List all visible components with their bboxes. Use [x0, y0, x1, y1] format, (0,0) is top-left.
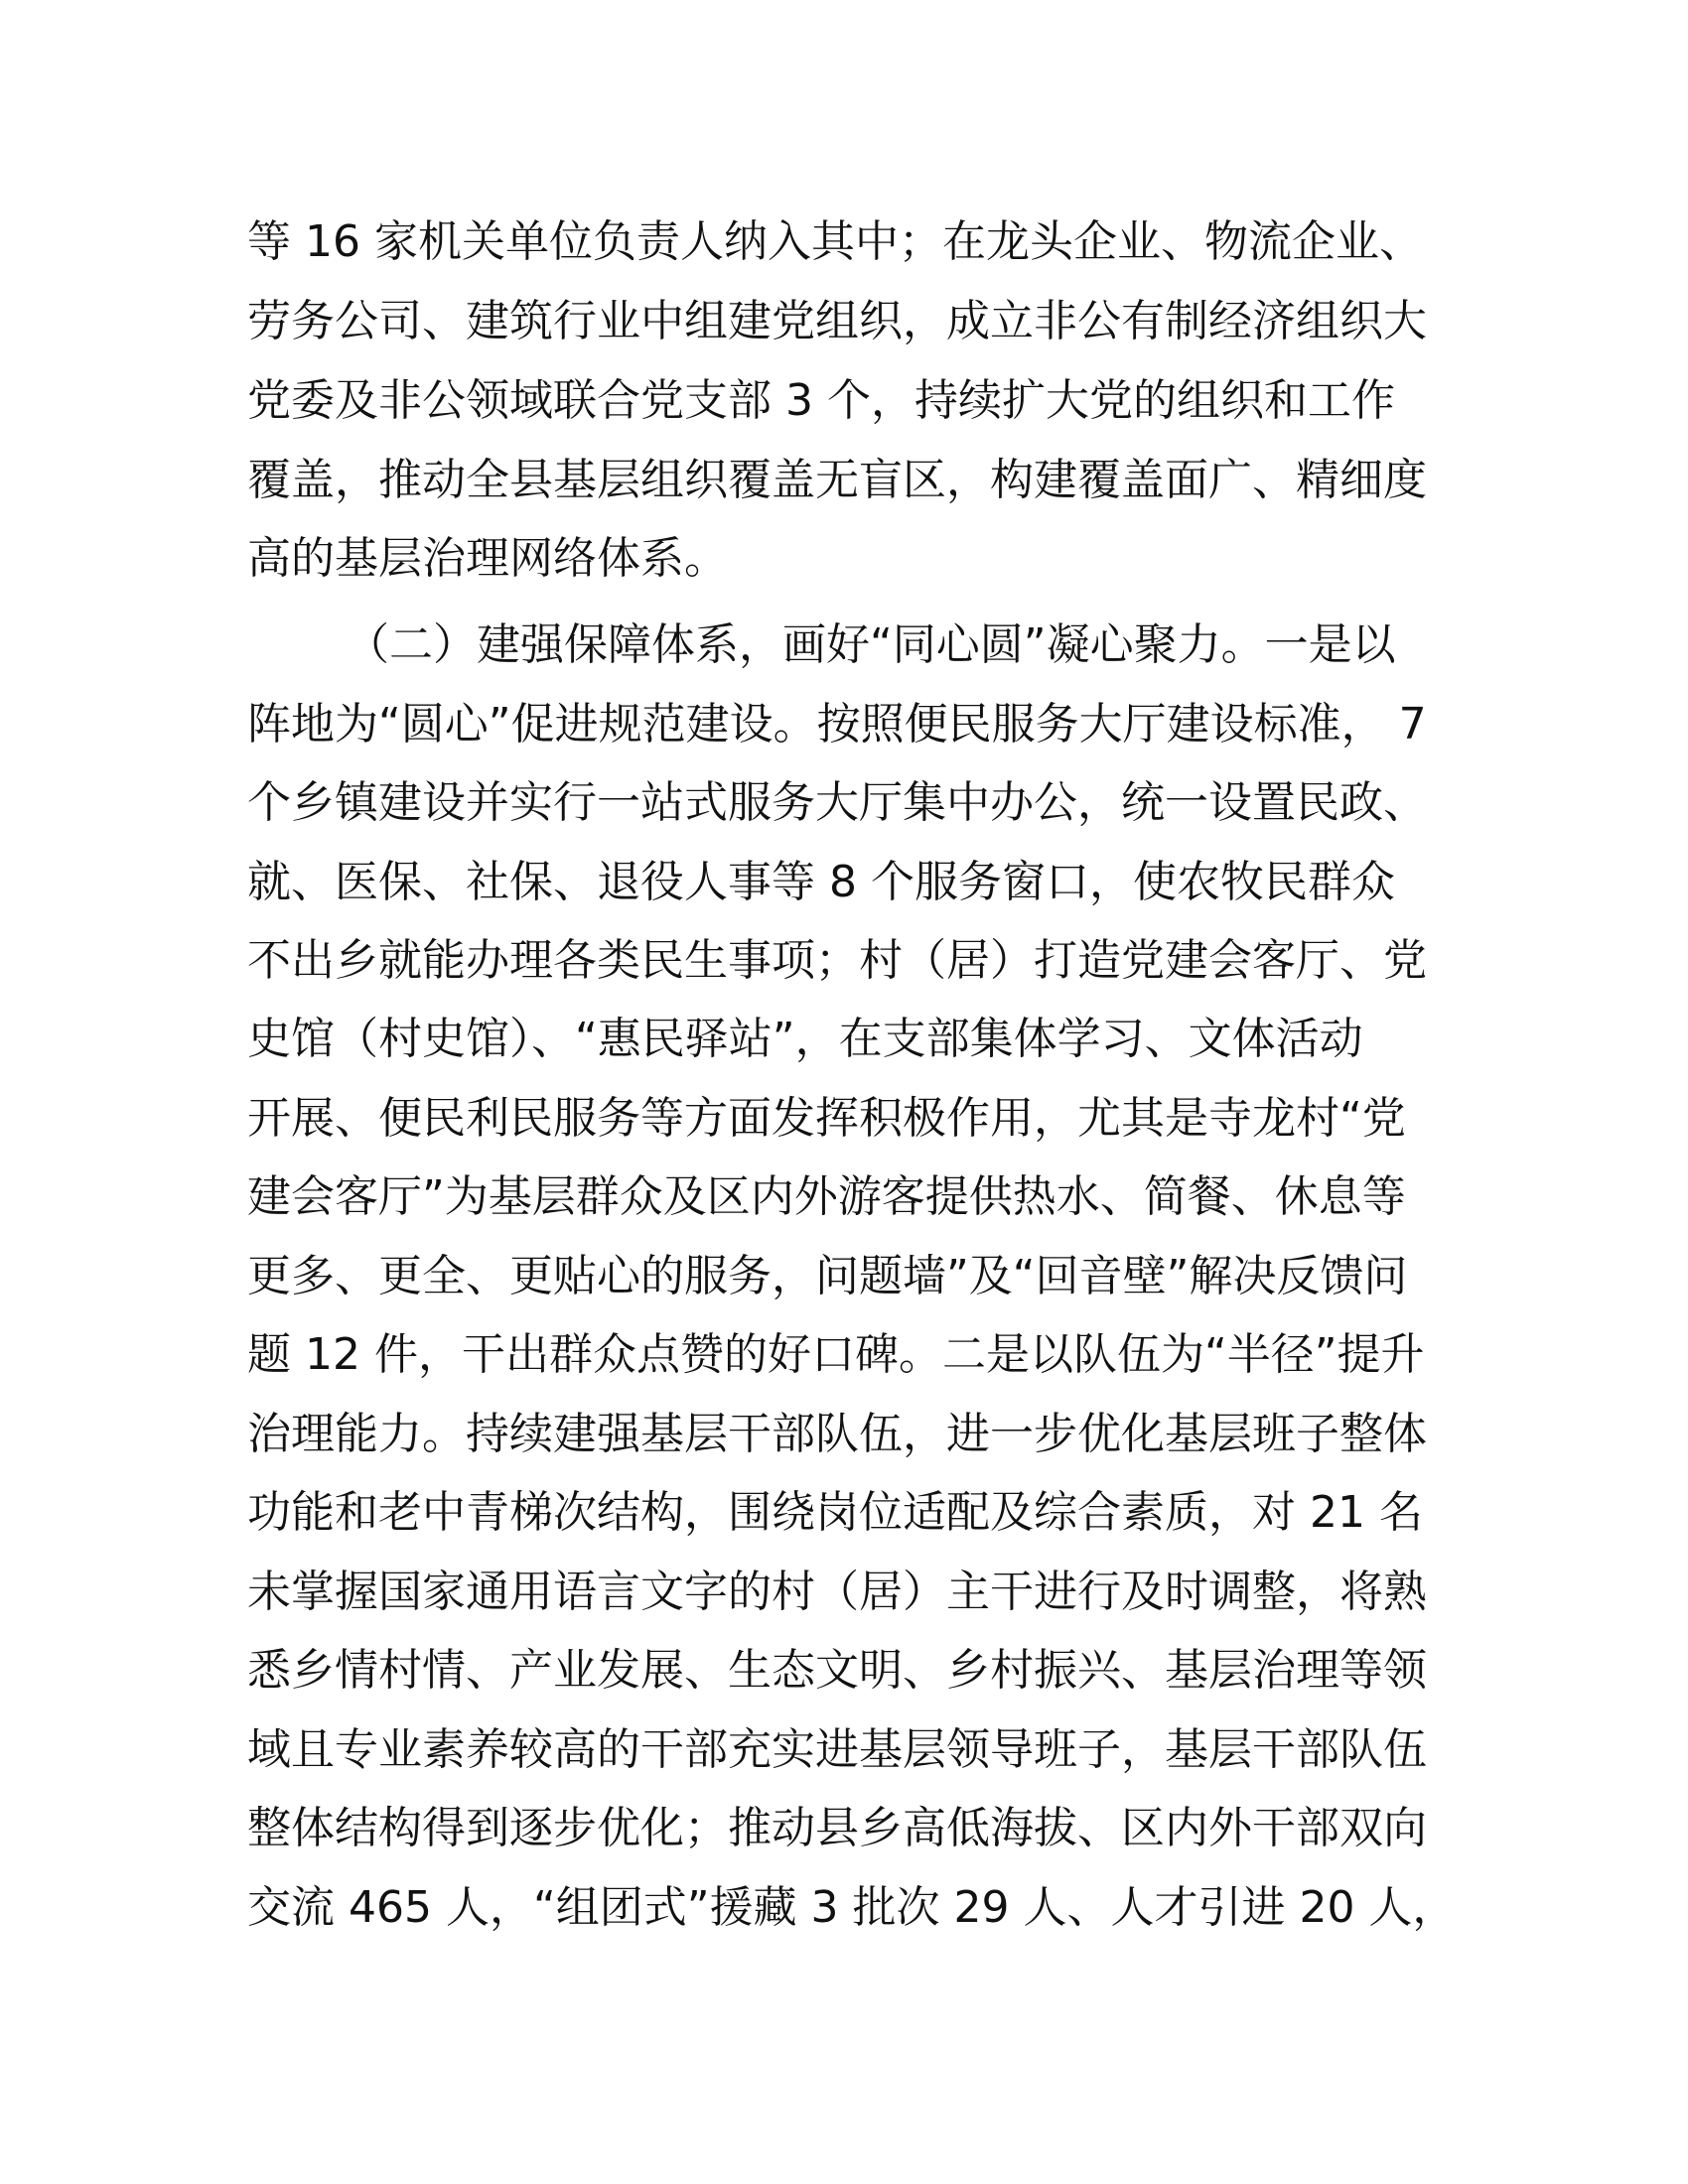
text-line: 高的基层治理网络体系。: [247, 533, 728, 584]
text-line: 劳务公司、建筑行业中组建党组织，成立非公有制经济组织大: [247, 296, 1427, 346]
section-heading-line: （二）建强保障体系，画好“同心圆”凝心聚力。一是以: [346, 619, 1396, 670]
text-line: 未掌握国家通用语言文字的村（居）主干进行及时调整，将熟: [247, 1567, 1427, 1617]
text-line: 交流 465 人，“组团式”援藏 3 批次 29 人、人才引进 20 人，: [247, 1882, 1457, 1933]
text-line: 整体结构得到逐步优化；推动县乡高低海拔、区内外干部双向: [247, 1803, 1427, 1853]
text-line: 就、医保、社保、退役人事等 8 个服务窗口，使农牧民群众: [247, 857, 1395, 907]
text-line: 阵地为“圆心”促进规范建设。按照便民服务大厅建设标准， 7: [247, 699, 1427, 750]
text-line: 等 16 家机关单位负责人纳入其中；在龙头企业、物流企业、: [247, 216, 1423, 267]
text-line: 治理能力。持续建强基层干部队伍，进一步优化基层班子整体: [247, 1409, 1427, 1459]
text-line: 题 12 件，干出群众点赞的好口碑。二是以队伍为“半径”提升: [247, 1329, 1425, 1380]
text-line: 覆盖，推动全县基层组织覆盖无盲区，构建覆盖面广、精细度: [247, 455, 1427, 505]
text-line: 更多、更全、更贴心的服务，问题墙”及“回音壁”解决反馈问: [247, 1251, 1408, 1301]
text-line: 功能和老中青梯次结构，围绕岗位适配及综合素质，对 21 名: [247, 1487, 1423, 1538]
text-line: 域且专业素养较高的干部充实进基层领导班子，基层干部队伍: [247, 1724, 1427, 1775]
text-line: 个乡镇建设并实行一站式服务大厅集中办公，统一设置民政、: [247, 777, 1427, 828]
text-line: 建会客厅”为基层群众及区内外游客提供热水、简餐、休息等: [247, 1171, 1406, 1222]
text-line: 不出乡就能办理各类民生事项；村（居）打造党建会客厅、党: [247, 935, 1427, 986]
text-line: 党委及非公领域联合党支部 3 个，持续扩大党的组织和工作: [247, 375, 1395, 426]
text-line: 史馆（村史馆）、“惠民驿站”，在支部集体学习、文体活动: [247, 1014, 1363, 1064]
text-line: 开展、便民利民服务等方面发挥积极作用，尤其是寺龙村“党: [247, 1093, 1406, 1144]
text-line: 悉乡情村情、产业发展、生态文明、乡村振兴、基层治理等领: [247, 1645, 1427, 1696]
